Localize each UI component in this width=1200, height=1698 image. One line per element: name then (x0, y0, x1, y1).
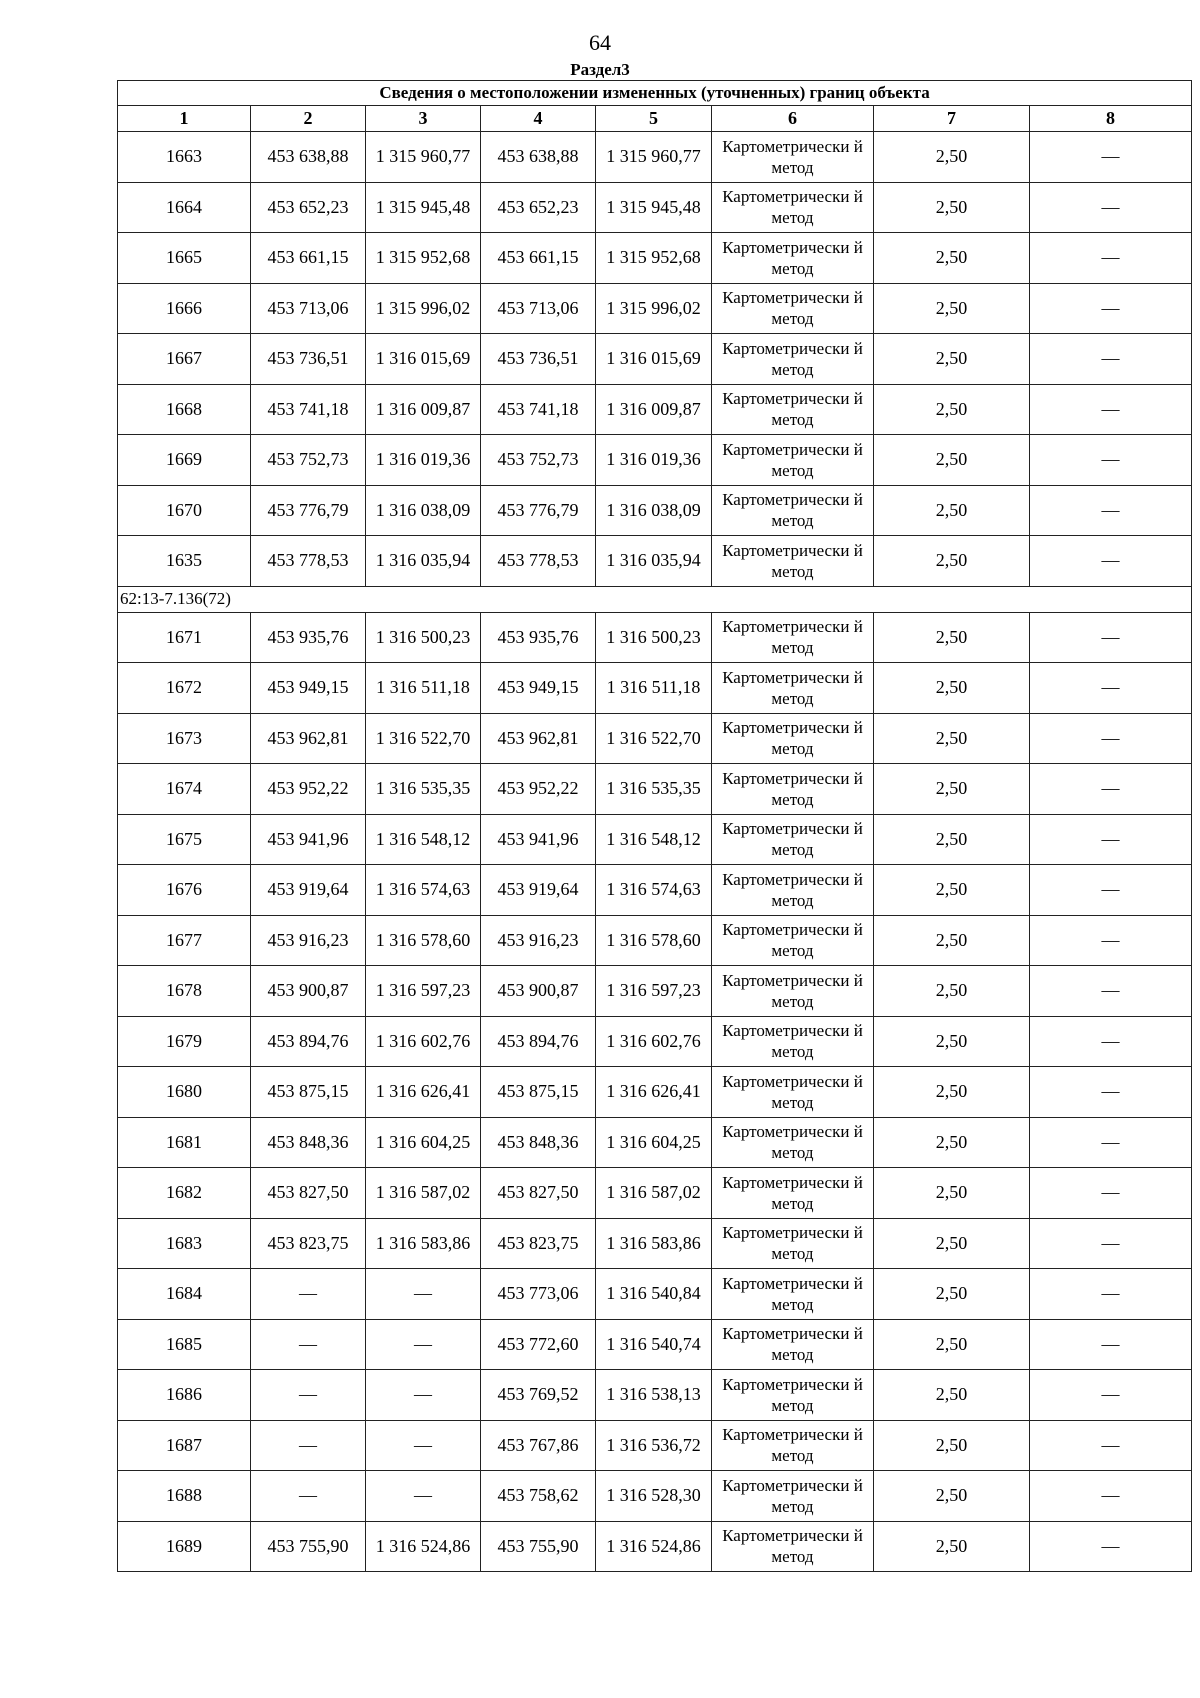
cell-col-6: Картометрически й метод (712, 612, 874, 663)
cell-col-7: 2,50 (874, 485, 1030, 536)
table-row (118, 865, 1192, 916)
cell-col-6: Картометрически й метод (712, 814, 874, 865)
column-number-6: 6 (712, 106, 874, 132)
cell-col-3: 1 316 009,87 (366, 384, 481, 435)
cell-col-5: 1 315 996,02 (596, 283, 712, 334)
cell-col-5: 1 316 540,84 (596, 1269, 712, 1320)
cell-col-8: — (1030, 1420, 1192, 1471)
cell-col-1: 1667 (118, 334, 251, 385)
cell-col-1: 1683 (118, 1218, 251, 1269)
cell-col-1: 1688 (118, 1471, 251, 1522)
cell-col-8: — (1030, 132, 1192, 183)
cell-col-8: — (1030, 814, 1192, 865)
cell-col-3: 1 316 511,18 (366, 663, 481, 714)
cell-col-5: 1 316 009,87 (596, 384, 712, 435)
cell-col-3: 1 316 524,86 (366, 1521, 481, 1572)
group-label-row (118, 586, 1192, 612)
cell-col-2: — (251, 1370, 366, 1421)
cell-col-2: 453 941,96 (251, 814, 366, 865)
cell-col-5: 1 316 035,94 (596, 536, 712, 587)
table-row (118, 283, 1192, 334)
cell-col-8: — (1030, 233, 1192, 284)
cell-col-3: 1 316 626,41 (366, 1067, 481, 1118)
cell-col-8: — (1030, 1269, 1192, 1320)
table-body (118, 132, 1192, 1572)
cell-col-4: 453 773,06 (481, 1269, 596, 1320)
cell-col-2: 453 823,75 (251, 1218, 366, 1269)
cell-col-1: 1670 (118, 485, 251, 536)
cell-col-4: 453 827,50 (481, 1168, 596, 1219)
cell-col-1: 1678 (118, 966, 251, 1017)
cell-col-4: 453 935,76 (481, 612, 596, 663)
cell-col-3: 1 315 960,77 (366, 132, 481, 183)
table-row (118, 1269, 1192, 1320)
cell-col-5: 1 315 952,68 (596, 233, 712, 284)
cell-col-4: 453 652,23 (481, 182, 596, 233)
cell-col-7: 2,50 (874, 1420, 1030, 1471)
cell-col-8: — (1030, 435, 1192, 486)
cell-col-6: Картометрически й метод (712, 1016, 874, 1067)
cell-col-1: 1677 (118, 915, 251, 966)
page-number: 64 (589, 30, 611, 55)
cell-col-2: 453 900,87 (251, 966, 366, 1017)
cell-col-3: 1 316 597,23 (366, 966, 481, 1017)
cell-col-5: 1 316 524,86 (596, 1521, 712, 1572)
cell-col-4: 453 736,51 (481, 334, 596, 385)
cell-col-5: 1 316 587,02 (596, 1168, 712, 1219)
table-row (118, 536, 1192, 587)
cell-col-1: 1674 (118, 764, 251, 815)
cell-col-7: 2,50 (874, 612, 1030, 663)
cell-col-2: 453 776,79 (251, 485, 366, 536)
table-row (118, 1319, 1192, 1370)
cell-col-5: 1 316 578,60 (596, 915, 712, 966)
cell-col-5: 1 316 597,23 (596, 966, 712, 1017)
cell-col-4: 453 919,64 (481, 865, 596, 916)
cell-col-2: 453 949,15 (251, 663, 366, 714)
cell-col-8: — (1030, 966, 1192, 1017)
cell-col-3: — (366, 1269, 481, 1320)
table-row (118, 1370, 1192, 1421)
table-row (118, 1016, 1192, 1067)
cell-col-2: — (251, 1471, 366, 1522)
cell-col-3: 1 316 578,60 (366, 915, 481, 966)
table-row (118, 1420, 1192, 1471)
cell-col-5: 1 316 500,23 (596, 612, 712, 663)
cell-col-6: Картометрически й метод (712, 283, 874, 334)
cell-col-2: 453 935,76 (251, 612, 366, 663)
cell-col-6: Картометрически й метод (712, 435, 874, 486)
cell-col-4: 453 952,22 (481, 764, 596, 815)
cell-col-8: — (1030, 713, 1192, 764)
cell-col-7: 2,50 (874, 1117, 1030, 1168)
table-row (118, 182, 1192, 233)
cell-col-4: 453 769,52 (481, 1370, 596, 1421)
cell-col-4: 453 875,15 (481, 1067, 596, 1118)
cell-col-2: 453 661,15 (251, 233, 366, 284)
cell-col-8: — (1030, 1218, 1192, 1269)
column-number-5: 5 (596, 106, 712, 132)
cell-col-3: 1 316 548,12 (366, 814, 481, 865)
cell-col-8: — (1030, 1319, 1192, 1370)
cell-col-7: 2,50 (874, 132, 1030, 183)
cell-col-6: Картометрически й метод (712, 966, 874, 1017)
cell-col-4: 453 941,96 (481, 814, 596, 865)
cell-col-3: 1 316 604,25 (366, 1117, 481, 1168)
cell-col-7: 2,50 (874, 663, 1030, 714)
cell-col-6: Картометрически й метод (712, 1218, 874, 1269)
cell-col-6: Картометрически й метод (712, 1370, 874, 1421)
cell-col-1: 1664 (118, 182, 251, 233)
cell-col-1: 1680 (118, 1067, 251, 1118)
cell-col-8: — (1030, 334, 1192, 385)
cell-col-2: — (251, 1269, 366, 1320)
cell-col-3: 1 316 587,02 (366, 1168, 481, 1219)
cell-col-5: 1 315 945,48 (596, 182, 712, 233)
table-row (118, 1218, 1192, 1269)
cell-col-7: 2,50 (874, 384, 1030, 435)
column-number-row (118, 106, 1192, 132)
cell-col-7: 2,50 (874, 233, 1030, 284)
cell-col-2: 453 755,90 (251, 1521, 366, 1572)
table-row (118, 132, 1192, 183)
cell-col-3: — (366, 1420, 481, 1471)
cell-col-3: 1 316 602,76 (366, 1016, 481, 1067)
cell-col-3: 1 315 952,68 (366, 233, 481, 284)
table-row (118, 612, 1192, 663)
cell-col-8: — (1030, 384, 1192, 435)
table-row (118, 1117, 1192, 1168)
cell-col-7: 2,50 (874, 713, 1030, 764)
cell-col-2: 453 875,15 (251, 1067, 366, 1118)
cell-col-4: 453 823,75 (481, 1218, 596, 1269)
cell-col-5: 1 316 538,13 (596, 1370, 712, 1421)
cell-col-7: 2,50 (874, 1168, 1030, 1219)
cell-col-4: 453 772,60 (481, 1319, 596, 1370)
cell-col-4: 453 778,53 (481, 536, 596, 587)
cell-col-3: — (366, 1370, 481, 1421)
cell-col-7: 2,50 (874, 1471, 1030, 1522)
cell-col-8: — (1030, 1471, 1192, 1522)
cell-col-3: 1 316 574,63 (366, 865, 481, 916)
cell-col-5: 1 316 015,69 (596, 334, 712, 385)
cell-col-1: 1689 (118, 1521, 251, 1572)
cell-col-2: 453 652,23 (251, 182, 366, 233)
table-row (118, 435, 1192, 486)
cell-col-4: 453 741,18 (481, 384, 596, 435)
cell-col-1: 1675 (118, 814, 251, 865)
table-row (118, 1521, 1192, 1572)
cell-col-5: 1 316 528,30 (596, 1471, 712, 1522)
cell-col-6: Картометрически й метод (712, 1420, 874, 1471)
cell-col-5: 1 316 522,70 (596, 713, 712, 764)
cell-col-3: — (366, 1319, 481, 1370)
cell-col-2: 453 736,51 (251, 334, 366, 385)
cell-col-8: — (1030, 612, 1192, 663)
cell-col-1: 1682 (118, 1168, 251, 1219)
cell-col-8: — (1030, 663, 1192, 714)
cell-col-6: Картометрически й метод (712, 384, 874, 435)
group-label: 62:13-7.136(72) (118, 586, 1192, 612)
cell-col-6: Картометрически й метод (712, 1067, 874, 1118)
cell-col-3: — (366, 1471, 481, 1522)
cell-col-3: 1 316 583,86 (366, 1218, 481, 1269)
cell-col-4: 453 755,90 (481, 1521, 596, 1572)
table-row (118, 1471, 1192, 1522)
cell-col-8: — (1030, 764, 1192, 815)
table-row (118, 814, 1192, 865)
cell-col-6: Картометрически й метод (712, 764, 874, 815)
cell-col-2: 453 962,81 (251, 713, 366, 764)
cell-col-1: 1668 (118, 384, 251, 435)
cell-col-6: Картометрически й метод (712, 1319, 874, 1370)
cell-col-2: 453 741,18 (251, 384, 366, 435)
cell-col-5: 1 316 511,18 (596, 663, 712, 714)
cell-col-8: — (1030, 865, 1192, 916)
cell-col-4: 453 713,06 (481, 283, 596, 334)
cell-col-3: 1 316 500,23 (366, 612, 481, 663)
cell-col-5: 1 316 536,72 (596, 1420, 712, 1471)
cell-col-6: Картометрически й метод (712, 1269, 874, 1320)
cell-col-2: 453 778,53 (251, 536, 366, 587)
cell-col-4: 453 894,76 (481, 1016, 596, 1067)
cell-col-6: Картометрически й метод (712, 132, 874, 183)
table-row (118, 663, 1192, 714)
cell-col-5: 1 316 548,12 (596, 814, 712, 865)
cell-col-1: 1635 (118, 536, 251, 587)
cell-col-2: 453 752,73 (251, 435, 366, 486)
cell-col-5: 1 316 038,09 (596, 485, 712, 536)
cell-col-7: 2,50 (874, 1370, 1030, 1421)
table-row (118, 485, 1192, 536)
table-row (118, 1168, 1192, 1219)
cell-col-2: 453 952,22 (251, 764, 366, 815)
cell-col-8: — (1030, 915, 1192, 966)
column-number-2: 2 (251, 106, 366, 132)
cell-col-2: 453 894,76 (251, 1016, 366, 1067)
cell-col-5: 1 315 960,77 (596, 132, 712, 183)
cell-col-5: 1 316 583,86 (596, 1218, 712, 1269)
cell-col-1: 1676 (118, 865, 251, 916)
cell-col-4: 453 638,88 (481, 132, 596, 183)
cell-col-3: 1 315 945,48 (366, 182, 481, 233)
cell-col-1: 1687 (118, 1420, 251, 1471)
cell-col-2: 453 916,23 (251, 915, 366, 966)
column-number-1: 1 (118, 106, 251, 132)
table-title: Сведения о местоположении измененных (уточненных) границ объекта (118, 81, 1192, 106)
cell-col-3: 1 316 535,35 (366, 764, 481, 815)
cell-col-7: 2,50 (874, 915, 1030, 966)
cell-col-6: Картометрически й метод (712, 485, 874, 536)
cell-col-8: — (1030, 1168, 1192, 1219)
cell-col-8: — (1030, 182, 1192, 233)
cell-col-4: 453 776,79 (481, 485, 596, 536)
cell-col-1: 1669 (118, 435, 251, 486)
cell-col-7: 2,50 (874, 966, 1030, 1017)
cell-col-2: — (251, 1420, 366, 1471)
cell-col-7: 2,50 (874, 536, 1030, 587)
cell-col-7: 2,50 (874, 1067, 1030, 1118)
cell-col-7: 2,50 (874, 1218, 1030, 1269)
cell-col-6: Картометрически й метод (712, 536, 874, 587)
cell-col-8: — (1030, 536, 1192, 587)
cell-col-5: 1 316 535,35 (596, 764, 712, 815)
cell-col-6: Картометрически й метод (712, 182, 874, 233)
cell-col-2: — (251, 1319, 366, 1370)
column-number-8: 8 (1030, 106, 1192, 132)
cell-col-5: 1 316 574,63 (596, 865, 712, 916)
cell-col-6: Картометрически й метод (712, 865, 874, 916)
cell-col-6: Картометрически й метод (712, 713, 874, 764)
cell-col-7: 2,50 (874, 1319, 1030, 1370)
cell-col-6: Картометрически й метод (712, 915, 874, 966)
cell-col-6: Картометрически й метод (712, 663, 874, 714)
cell-col-4: 453 962,81 (481, 713, 596, 764)
table-row (118, 713, 1192, 764)
cell-col-6: Картометрически й метод (712, 1471, 874, 1522)
cell-col-3: 1 316 035,94 (366, 536, 481, 587)
table-row (118, 384, 1192, 435)
cell-col-6: Картометрически й метод (712, 1117, 874, 1168)
cell-col-7: 2,50 (874, 865, 1030, 916)
cell-col-4: 453 767,86 (481, 1420, 596, 1471)
cell-col-5: 1 316 626,41 (596, 1067, 712, 1118)
cell-col-2: 453 713,06 (251, 283, 366, 334)
cell-col-6: Картометрически й метод (712, 233, 874, 284)
table-row (118, 1067, 1192, 1118)
cell-col-7: 2,50 (874, 1521, 1030, 1572)
cell-col-7: 2,50 (874, 334, 1030, 385)
cell-col-1: 1685 (118, 1319, 251, 1370)
table-row (118, 915, 1192, 966)
cell-col-6: Картометрически й метод (712, 334, 874, 385)
cell-col-4: 453 900,87 (481, 966, 596, 1017)
cell-col-5: 1 316 604,25 (596, 1117, 712, 1168)
cell-col-8: — (1030, 283, 1192, 334)
cell-col-4: 453 916,23 (481, 915, 596, 966)
cell-col-3: 1 315 996,02 (366, 283, 481, 334)
cell-col-7: 2,50 (874, 435, 1030, 486)
cell-col-8: — (1030, 1521, 1192, 1572)
table-row (118, 764, 1192, 815)
cell-col-5: 1 316 019,36 (596, 435, 712, 486)
cell-col-7: 2,50 (874, 814, 1030, 865)
cell-col-8: — (1030, 1016, 1192, 1067)
cell-col-4: 453 752,73 (481, 435, 596, 486)
column-number-3: 3 (366, 106, 481, 132)
cell-col-8: — (1030, 485, 1192, 536)
coordinates-table (117, 80, 1192, 1572)
cell-col-3: 1 316 015,69 (366, 334, 481, 385)
cell-col-1: 1671 (118, 612, 251, 663)
cell-col-3: 1 316 019,36 (366, 435, 481, 486)
cell-col-1: 1673 (118, 713, 251, 764)
cell-col-8: — (1030, 1117, 1192, 1168)
cell-col-5: 1 316 540,74 (596, 1319, 712, 1370)
cell-col-4: 453 758,62 (481, 1471, 596, 1522)
cell-col-2: 453 827,50 (251, 1168, 366, 1219)
section-title: Раздел3 (570, 60, 630, 79)
cell-col-1: 1666 (118, 283, 251, 334)
cell-col-2: 453 919,64 (251, 865, 366, 916)
cell-col-3: 1 316 522,70 (366, 713, 481, 764)
cell-col-1: 1663 (118, 132, 251, 183)
cell-col-3: 1 316 038,09 (366, 485, 481, 536)
cell-col-5: 1 316 602,76 (596, 1016, 712, 1067)
cell-col-6: Картометрически й метод (712, 1168, 874, 1219)
cell-col-7: 2,50 (874, 182, 1030, 233)
cell-col-1: 1672 (118, 663, 251, 714)
cell-col-8: — (1030, 1067, 1192, 1118)
column-number-4: 4 (481, 106, 596, 132)
cell-col-8: — (1030, 1370, 1192, 1421)
cell-col-1: 1681 (118, 1117, 251, 1168)
cell-col-1: 1665 (118, 233, 251, 284)
cell-col-6: Картометрически й метод (712, 1521, 874, 1572)
table-row (118, 334, 1192, 385)
cell-col-7: 2,50 (874, 764, 1030, 815)
cell-col-7: 2,50 (874, 283, 1030, 334)
cell-col-2: 453 638,88 (251, 132, 366, 183)
cell-col-4: 453 661,15 (481, 233, 596, 284)
cell-col-2: 453 848,36 (251, 1117, 366, 1168)
cell-col-1: 1684 (118, 1269, 251, 1320)
cell-col-4: 453 848,36 (481, 1117, 596, 1168)
cell-col-1: 1686 (118, 1370, 251, 1421)
cell-col-4: 453 949,15 (481, 663, 596, 714)
cell-col-7: 2,50 (874, 1269, 1030, 1320)
column-number-7: 7 (874, 106, 1030, 132)
cell-col-7: 2,50 (874, 1016, 1030, 1067)
cell-col-1: 1679 (118, 1016, 251, 1067)
table-row (118, 233, 1192, 284)
table-row (118, 966, 1192, 1017)
